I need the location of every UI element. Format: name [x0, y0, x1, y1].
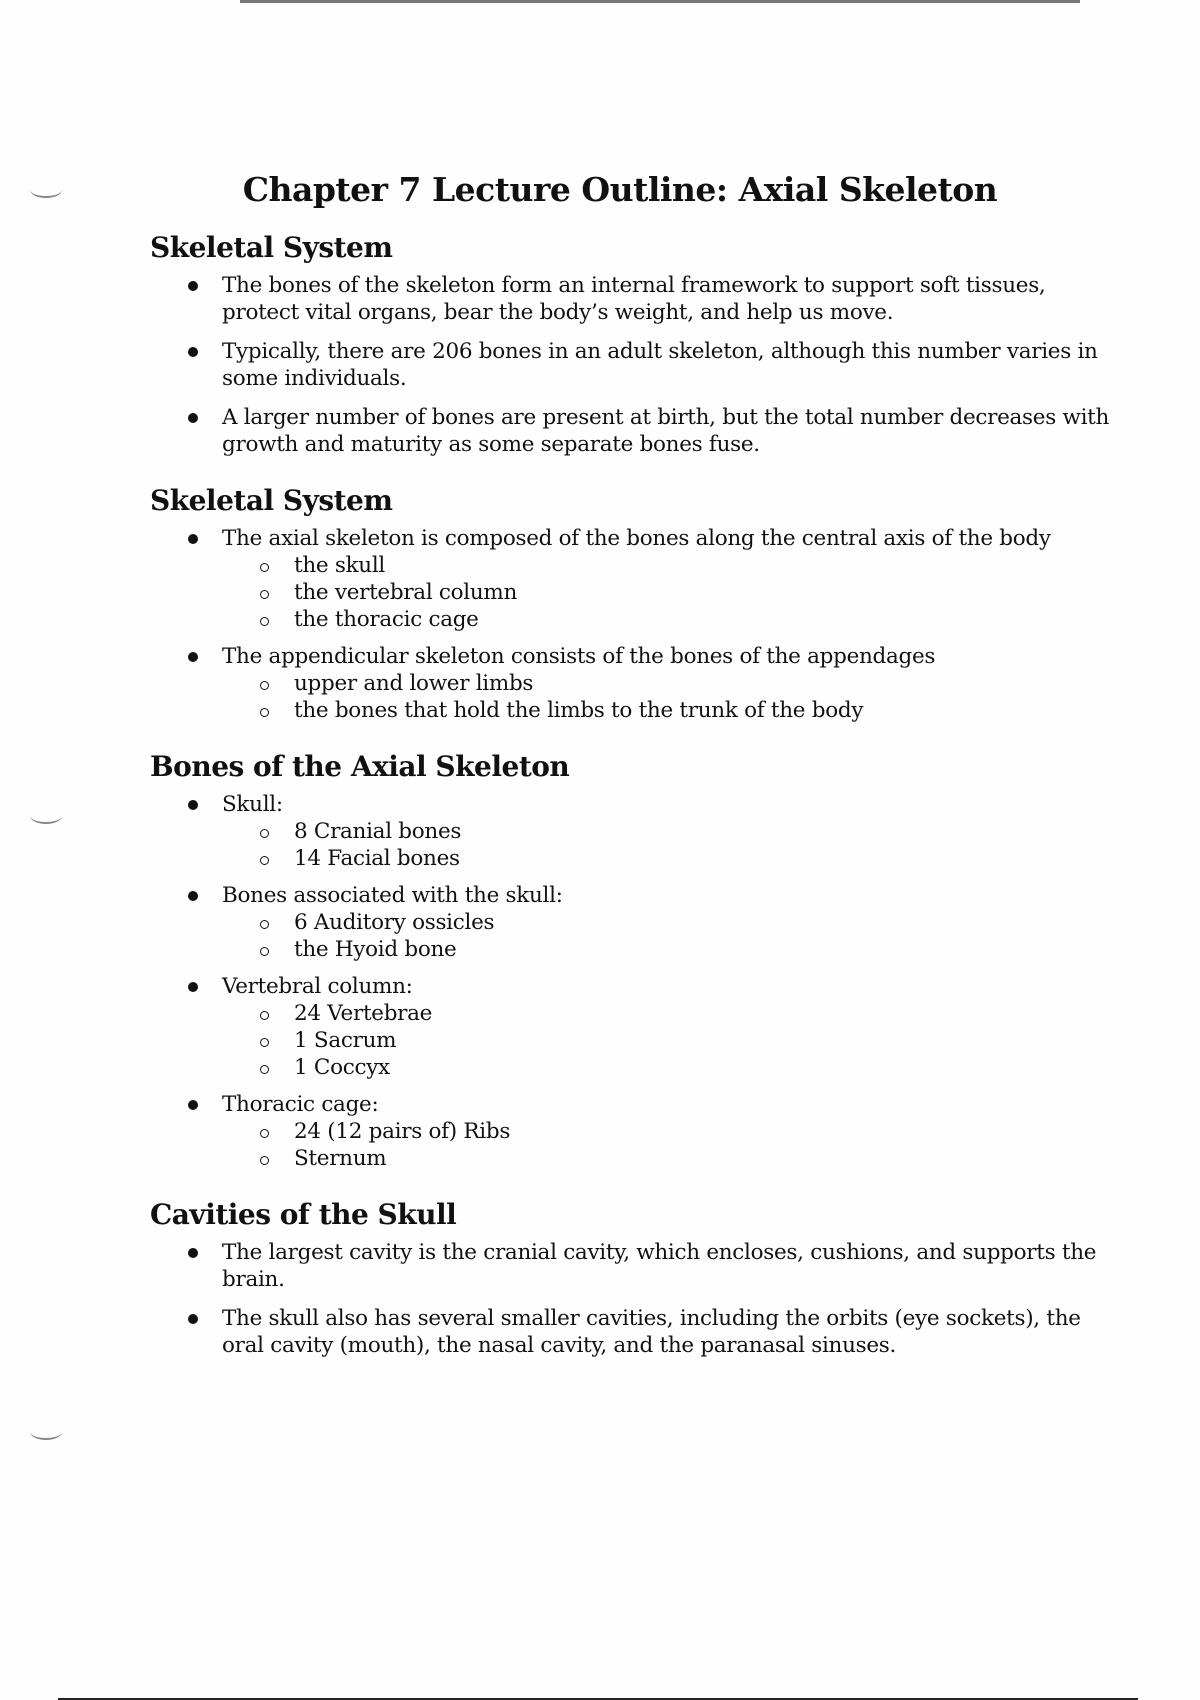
hollow-circle-icon: [260, 920, 269, 929]
bullet-dot-icon: [188, 652, 198, 662]
bullet-item: [222, 272, 1110, 326]
bullet-text: Vertebral column:: [222, 974, 413, 999]
outline-section: [150, 231, 1110, 458]
sub-bullet-text: 24 (12 pairs of) Ribs: [294, 1119, 511, 1144]
hollow-circle-icon: [260, 563, 269, 572]
hollow-circle-icon: [260, 617, 269, 626]
outline-section: [150, 1198, 1110, 1359]
sub-bullet-item: [294, 579, 1110, 606]
bullet-text: The largest cavity is the cranial cavity, which encloses, cushions, and supports the brain.: [222, 1240, 1097, 1292]
bullet-list: [150, 272, 1110, 458]
sub-bullet-text: the skull: [294, 553, 386, 578]
sub-bullet-item: [294, 1118, 1110, 1145]
hollow-circle-icon: [260, 1065, 269, 1074]
hollow-circle-icon: [260, 681, 269, 690]
punch-hole-mark: [30, 1424, 62, 1440]
sub-bullet-item: [294, 818, 1110, 845]
sub-bullet-text: the Hyoid bone: [294, 937, 457, 962]
sections-container: [150, 231, 1110, 1359]
bullet-item: [222, 1239, 1110, 1293]
sub-bullet-text: the vertebral column: [294, 580, 518, 605]
bullet-item: [222, 643, 1110, 724]
bullet-item: [222, 338, 1110, 392]
sub-bullet-item: [294, 670, 1110, 697]
sub-bullet-list: [222, 1000, 1110, 1081]
bullet-dot-icon: [188, 413, 198, 423]
bullet-dot-icon: [188, 1100, 198, 1110]
sub-bullet-list: [222, 818, 1110, 872]
sub-bullet-item: [294, 1000, 1110, 1027]
hollow-circle-icon: [260, 1129, 269, 1138]
bullet-item: [222, 791, 1110, 872]
sub-bullet-text: 1 Coccyx: [294, 1055, 390, 1080]
hollow-circle-icon: [260, 856, 269, 865]
bullet-text: Typically, there are 206 bones in an adult skeleton, although this number varies in some individuals.: [222, 339, 1098, 391]
sub-bullet-text: 24 Vertebrae: [294, 1001, 433, 1026]
sub-bullet-list: [222, 909, 1110, 963]
sub-bullet-text: the thoracic cage: [294, 607, 479, 632]
sub-bullet-item: [294, 909, 1110, 936]
bullet-item: [222, 882, 1110, 963]
sub-bullet-item: [294, 552, 1110, 579]
section-heading: Skeletal System: [150, 231, 393, 264]
bullet-list: [150, 791, 1110, 1172]
scan-edge-top: [240, 0, 1080, 3]
bullet-list: [150, 1239, 1110, 1359]
sub-bullet-item: [294, 936, 1110, 963]
bullet-item: [222, 404, 1110, 458]
sub-bullet-text: 6 Auditory ossicles: [294, 910, 495, 935]
bullet-text: Bones associated with the skull:: [222, 883, 563, 908]
hollow-circle-icon: [260, 708, 269, 717]
bullet-item: [222, 1091, 1110, 1172]
outline-section: [150, 750, 1110, 1172]
bullet-dot-icon: [188, 891, 198, 901]
hollow-circle-icon: [260, 590, 269, 599]
bullet-list: [150, 525, 1110, 724]
bullet-dot-icon: [188, 534, 198, 544]
bullet-text: The bones of the skeleton form an internal framework to support soft tissues, protect vital organs, bear the body’s weight, and help us move.: [222, 273, 1046, 325]
sub-bullet-list: [222, 552, 1110, 633]
sub-bullet-list: [222, 1118, 1110, 1172]
bullet-text: The appendicular skeleton consists of the bones of the appendages: [222, 644, 936, 669]
outline-section: [150, 484, 1110, 724]
sub-bullet-item: [294, 1054, 1110, 1081]
sub-bullet-item: [294, 845, 1110, 872]
sub-bullet-item: [294, 606, 1110, 633]
bullet-text: A larger number of bones are present at birth, but the total number decreases with growth and maturity as some separate bones fuse.: [222, 405, 1110, 457]
sub-bullet-text: 14 Facial bones: [294, 846, 460, 871]
sub-bullet-item: [294, 1145, 1110, 1172]
bullet-text: The skull also has several smaller cavities, including the orbits (eye sockets), the oral cavity (mouth), the nasal cavity, and the paranasal sinuses.: [222, 1306, 1081, 1358]
bullet-dot-icon: [188, 347, 198, 357]
bullet-text: Thoracic cage:: [222, 1092, 379, 1117]
bullet-item: [222, 973, 1110, 1081]
hollow-circle-icon: [260, 1038, 269, 1047]
sub-bullet-list: [222, 670, 1110, 724]
bullet-item: [222, 1305, 1110, 1359]
sub-bullet-text: Sternum: [294, 1146, 387, 1171]
punch-hole-mark: [30, 182, 62, 198]
outline-content: [150, 170, 1110, 1385]
punch-hole-mark: [30, 808, 62, 824]
sub-bullet-item: [294, 697, 1110, 724]
hollow-circle-icon: [260, 1156, 269, 1165]
hollow-circle-icon: [260, 1011, 269, 1020]
sub-bullet-text: upper and lower limbs: [294, 671, 534, 696]
sub-bullet-text: 8 Cranial bones: [294, 819, 462, 844]
section-heading: Bones of the Axial Skeleton: [150, 750, 570, 783]
bullet-dot-icon: [188, 281, 198, 291]
page-title: Chapter 7 Lecture Outline: Axial Skeleton: [242, 170, 998, 209]
sub-bullet-text: 1 Sacrum: [294, 1028, 397, 1053]
bullet-text: Skull:: [222, 792, 283, 817]
bullet-dot-icon: [188, 982, 198, 992]
section-heading: Skeletal System: [150, 484, 393, 517]
section-heading: Cavities of the Skull: [150, 1198, 457, 1231]
bullet-dot-icon: [188, 1314, 198, 1324]
bullet-item: [222, 525, 1110, 633]
bullet-dot-icon: [188, 800, 198, 810]
hollow-circle-icon: [260, 947, 269, 956]
hollow-circle-icon: [260, 829, 269, 838]
bullet-dot-icon: [188, 1248, 198, 1258]
sub-bullet-text: the bones that hold the limbs to the trunk of the body: [294, 698, 864, 723]
bullet-text: The axial skeleton is composed of the bones along the central axis of the body: [222, 526, 1051, 551]
sub-bullet-item: [294, 1027, 1110, 1054]
